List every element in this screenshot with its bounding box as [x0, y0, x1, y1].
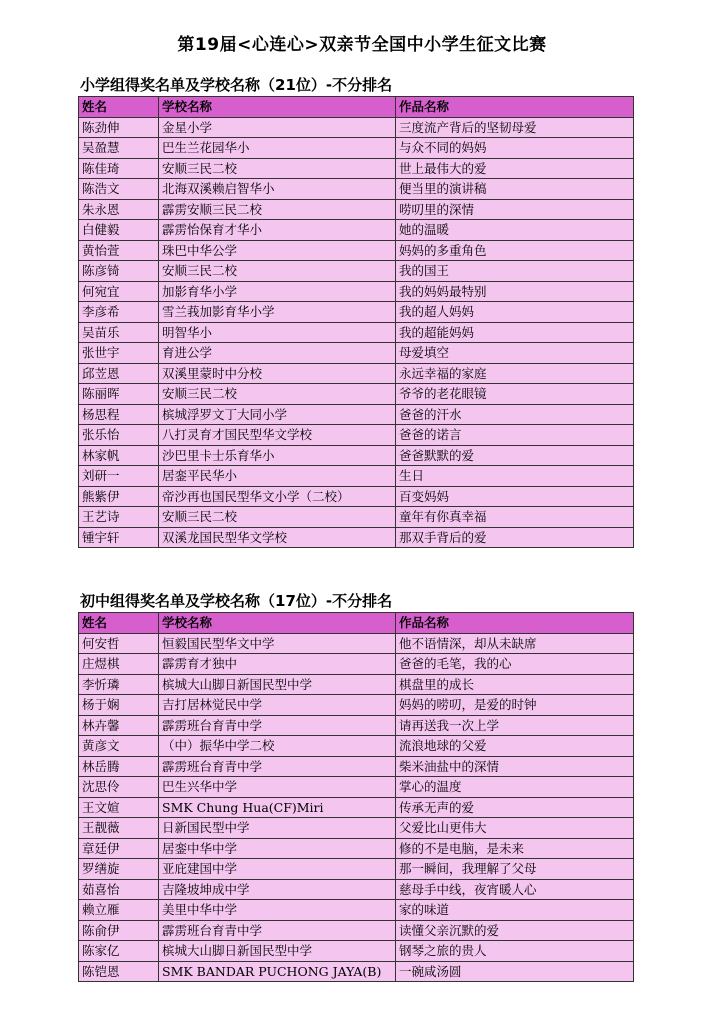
document-title: 第19届<心连心>双亲节全国中小学生征文比赛 — [177, 35, 547, 55]
table-row — [79, 797, 634, 818]
work-title-cell: 百变妈妈 — [396, 486, 634, 507]
name-cell: 李忻璘 — [79, 674, 159, 695]
table-row — [79, 384, 634, 405]
school-cell: 加影育华小学 — [159, 281, 396, 302]
school-cell: 亚庇建国中学 — [159, 859, 396, 880]
secondary-section-heading: 初中组得奖名单及学校名称（17位）-不分排名 — [80, 592, 393, 610]
work-title-cell: 一碗咸汤圆 — [396, 961, 634, 982]
header-name: 姓名 — [79, 97, 159, 118]
school-cell: 槟城大山脚日新国民型中学 — [159, 941, 396, 962]
table-row — [79, 695, 634, 716]
school-cell: 霹雳安顺三民二校 — [159, 199, 396, 220]
school-cell: 恒毅国民型华文中学 — [159, 633, 396, 654]
work-title-cell: 便当里的演讲稿 — [396, 179, 634, 200]
school-cell: 双溪龙国民型华文学校 — [159, 527, 396, 548]
table-header-row — [79, 613, 634, 634]
table-row — [79, 220, 634, 241]
name-cell: 吴苗乐 — [79, 322, 159, 343]
work-title-cell: 爸爸的毛笔，我的心 — [396, 654, 634, 675]
school-cell: 霹雳班台育青中学 — [159, 715, 396, 736]
table-row — [79, 199, 634, 220]
name-cell: 林岳腾 — [79, 756, 159, 777]
school-cell: SMK BANDAR PUCHONG JAYA(B) — [159, 961, 396, 982]
school-cell: 安顺三民二校 — [159, 261, 396, 282]
name-cell: 刘研一 — [79, 466, 159, 487]
name-cell: 张乐怡 — [79, 425, 159, 446]
school-cell: 珠巴中华公学 — [159, 240, 396, 261]
work-title-cell: 流浪地球的父爱 — [396, 736, 634, 757]
name-cell: 白健毅 — [79, 220, 159, 241]
name-cell: 张世宇 — [79, 343, 159, 364]
school-cell: 吉打居林觉民中学 — [159, 695, 396, 716]
name-cell: 锺宇轩 — [79, 527, 159, 548]
name-cell: 陈铠恩 — [79, 961, 159, 982]
name-cell: 黄怡萱 — [79, 240, 159, 261]
name-cell: 陈彦锜 — [79, 261, 159, 282]
name-cell: 陈劲伸 — [79, 117, 159, 138]
work-title-cell: 钢琴之旅的贵人 — [396, 941, 634, 962]
name-cell: 陈家亿 — [79, 941, 159, 962]
school-cell: 安顺三民二校 — [159, 158, 396, 179]
work-title-cell: 妈妈的多重角色 — [396, 240, 634, 261]
name-cell: 杨思程 — [79, 404, 159, 425]
table-row — [79, 859, 634, 880]
table-row — [79, 117, 634, 138]
name-cell: 章廷伊 — [79, 838, 159, 859]
table-row — [79, 756, 634, 777]
work-title-cell: 唠叨里的深情 — [396, 199, 634, 220]
school-cell: 北海双溪赖启智华小 — [159, 179, 396, 200]
table-row — [79, 507, 634, 528]
school-cell: 沙巴里卡士乐育华小 — [159, 445, 396, 466]
name-cell: 李彦希 — [79, 302, 159, 323]
work-title-cell: 世上最伟大的爱 — [396, 158, 634, 179]
work-title-cell: 爸爸默默的爱 — [396, 445, 634, 466]
table-row — [79, 736, 634, 757]
work-title-cell: 我的超能妈妈 — [396, 322, 634, 343]
work-title-cell: 母爱填空 — [396, 343, 634, 364]
header-school: 学校名称 — [159, 97, 396, 118]
school-cell: 居銮平民华小 — [159, 466, 396, 487]
name-cell: 陈浩文 — [79, 179, 159, 200]
name-cell: 庄煜棋 — [79, 654, 159, 675]
table-row — [79, 527, 634, 548]
school-cell: 育进公学 — [159, 343, 396, 364]
name-cell: 茹喜怡 — [79, 879, 159, 900]
name-cell: 熊紫伊 — [79, 486, 159, 507]
table-row — [79, 633, 634, 654]
school-cell: 霹雳怡保育才华小 — [159, 220, 396, 241]
school-cell: 美里中华中学 — [159, 900, 396, 921]
table-row — [79, 900, 634, 921]
primary-winners-table — [78, 96, 634, 548]
table-row — [79, 343, 634, 364]
table-row — [79, 777, 634, 798]
header-work-title: 作品名称 — [396, 97, 634, 118]
school-cell: 巴生兰花园华小 — [159, 138, 396, 159]
name-cell: 王靓薇 — [79, 818, 159, 839]
work-title-cell: 童年有你真幸福 — [396, 507, 634, 528]
table-row — [79, 466, 634, 487]
school-cell: 安顺三民二校 — [159, 507, 396, 528]
school-cell: 明智华小 — [159, 322, 396, 343]
table-row — [79, 179, 634, 200]
work-title-cell: 他不语情深，却从未缺席 — [396, 633, 634, 654]
school-cell: 巴生兴华中学 — [159, 777, 396, 798]
table-row — [79, 654, 634, 675]
name-cell: 邱苙恩 — [79, 363, 159, 384]
school-cell: 吉隆坡坤成中学 — [159, 879, 396, 900]
work-title-cell: 爸爸的诺言 — [396, 425, 634, 446]
work-title-cell: 三度流产背后的坚韧母爱 — [396, 117, 634, 138]
table-row — [79, 941, 634, 962]
work-title-cell: 棋盘里的成长 — [396, 674, 634, 695]
table-row — [79, 281, 634, 302]
work-title-cell: 请再送我一次上学 — [396, 715, 634, 736]
work-title-cell: 爷爷的老花眼镜 — [396, 384, 634, 405]
school-cell: 霹雳育才独中 — [159, 654, 396, 675]
school-cell: 八打灵育才国民型华文学校 — [159, 425, 396, 446]
school-cell: 雪兰莪加影育华小学 — [159, 302, 396, 323]
name-cell: 杨于娴 — [79, 695, 159, 716]
work-title-cell: 柴米油盐中的深情 — [396, 756, 634, 777]
work-title-cell: 那一瞬间，我理解了父母 — [396, 859, 634, 880]
table-row — [79, 138, 634, 159]
header-school: 学校名称 — [159, 613, 396, 634]
work-title-cell: 传承无声的爱 — [396, 797, 634, 818]
name-cell: 王文媗 — [79, 797, 159, 818]
name-cell: 陈俞伊 — [79, 920, 159, 941]
name-cell: 陈佳琦 — [79, 158, 159, 179]
name-cell: 赖立雁 — [79, 900, 159, 921]
work-title-cell: 我的妈妈最特别 — [396, 281, 634, 302]
table-row — [79, 158, 634, 179]
table-header-row — [79, 97, 634, 118]
table-row — [79, 920, 634, 941]
work-title-cell: 与众不同的妈妈 — [396, 138, 634, 159]
work-title-cell: 掌心的温度 — [396, 777, 634, 798]
work-title-cell: 修的不是电脑，是未来 — [396, 838, 634, 859]
name-cell: 吴盈慧 — [79, 138, 159, 159]
work-title-cell: 慈母手中线，夜宵暖人心 — [396, 879, 634, 900]
primary-section-heading: 小学组得奖名单及学校名称（21位）-不分排名 — [80, 76, 393, 94]
work-title-cell: 父爱比山更伟大 — [396, 818, 634, 839]
school-cell: 安顺三民二校 — [159, 384, 396, 405]
secondary-winners-table — [78, 612, 634, 982]
header-work-title: 作品名称 — [396, 613, 634, 634]
table-row — [79, 404, 634, 425]
table-row — [79, 879, 634, 900]
work-title-cell: 我的超人妈妈 — [396, 302, 634, 323]
name-cell: 何安哲 — [79, 633, 159, 654]
school-cell: 槟城大山脚日新国民型中学 — [159, 674, 396, 695]
school-cell: 霹雳班台育青中学 — [159, 756, 396, 777]
table-row — [79, 363, 634, 384]
table-row — [79, 961, 634, 982]
table-row — [79, 818, 634, 839]
name-cell: 黄彦文 — [79, 736, 159, 757]
school-cell: （中）振华中学二校 — [159, 736, 396, 757]
work-title-cell: 生日 — [396, 466, 634, 487]
school-cell: 帝沙再也国民型华文小学（二校） — [159, 486, 396, 507]
school-cell: 霹雳班台育青中学 — [159, 920, 396, 941]
name-cell: 林家帆 — [79, 445, 159, 466]
work-title-cell: 那双手背后的爱 — [396, 527, 634, 548]
table-row — [79, 302, 634, 323]
school-cell: 日新国民型中学 — [159, 818, 396, 839]
school-cell: 双溪里蒙时中分校 — [159, 363, 396, 384]
table-row — [79, 445, 634, 466]
table-row — [79, 240, 634, 261]
work-title-cell: 永远幸福的家庭 — [396, 363, 634, 384]
work-title-cell: 我的国王 — [396, 261, 634, 282]
name-cell: 朱永恩 — [79, 199, 159, 220]
name-cell: 林卉馨 — [79, 715, 159, 736]
name-cell: 何宛宜 — [79, 281, 159, 302]
work-title-cell: 妈妈的唠叨，是爱的时钟 — [396, 695, 634, 716]
name-cell: 罗缮旋 — [79, 859, 159, 880]
table-row — [79, 261, 634, 282]
name-cell: 沈思伶 — [79, 777, 159, 798]
school-cell: 金星小学 — [159, 117, 396, 138]
table-row — [79, 322, 634, 343]
work-title-cell: 爸爸的汗水 — [396, 404, 634, 425]
table-row — [79, 486, 634, 507]
header-name: 姓名 — [79, 613, 159, 634]
school-cell: 槟城浮罗文丁大同小学 — [159, 404, 396, 425]
name-cell: 王艺诗 — [79, 507, 159, 528]
school-cell: SMK Chung Hua(CF)Miri — [159, 797, 396, 818]
school-cell: 居銮中华中学 — [159, 838, 396, 859]
table-row — [79, 715, 634, 736]
work-title-cell: 她的温暖 — [396, 220, 634, 241]
name-cell: 陈丽晖 — [79, 384, 159, 405]
table-row — [79, 425, 634, 446]
work-title-cell: 家的味道 — [396, 900, 634, 921]
work-title-cell: 读懂父亲沉默的爱 — [396, 920, 634, 941]
table-row — [79, 674, 634, 695]
table-row — [79, 838, 634, 859]
